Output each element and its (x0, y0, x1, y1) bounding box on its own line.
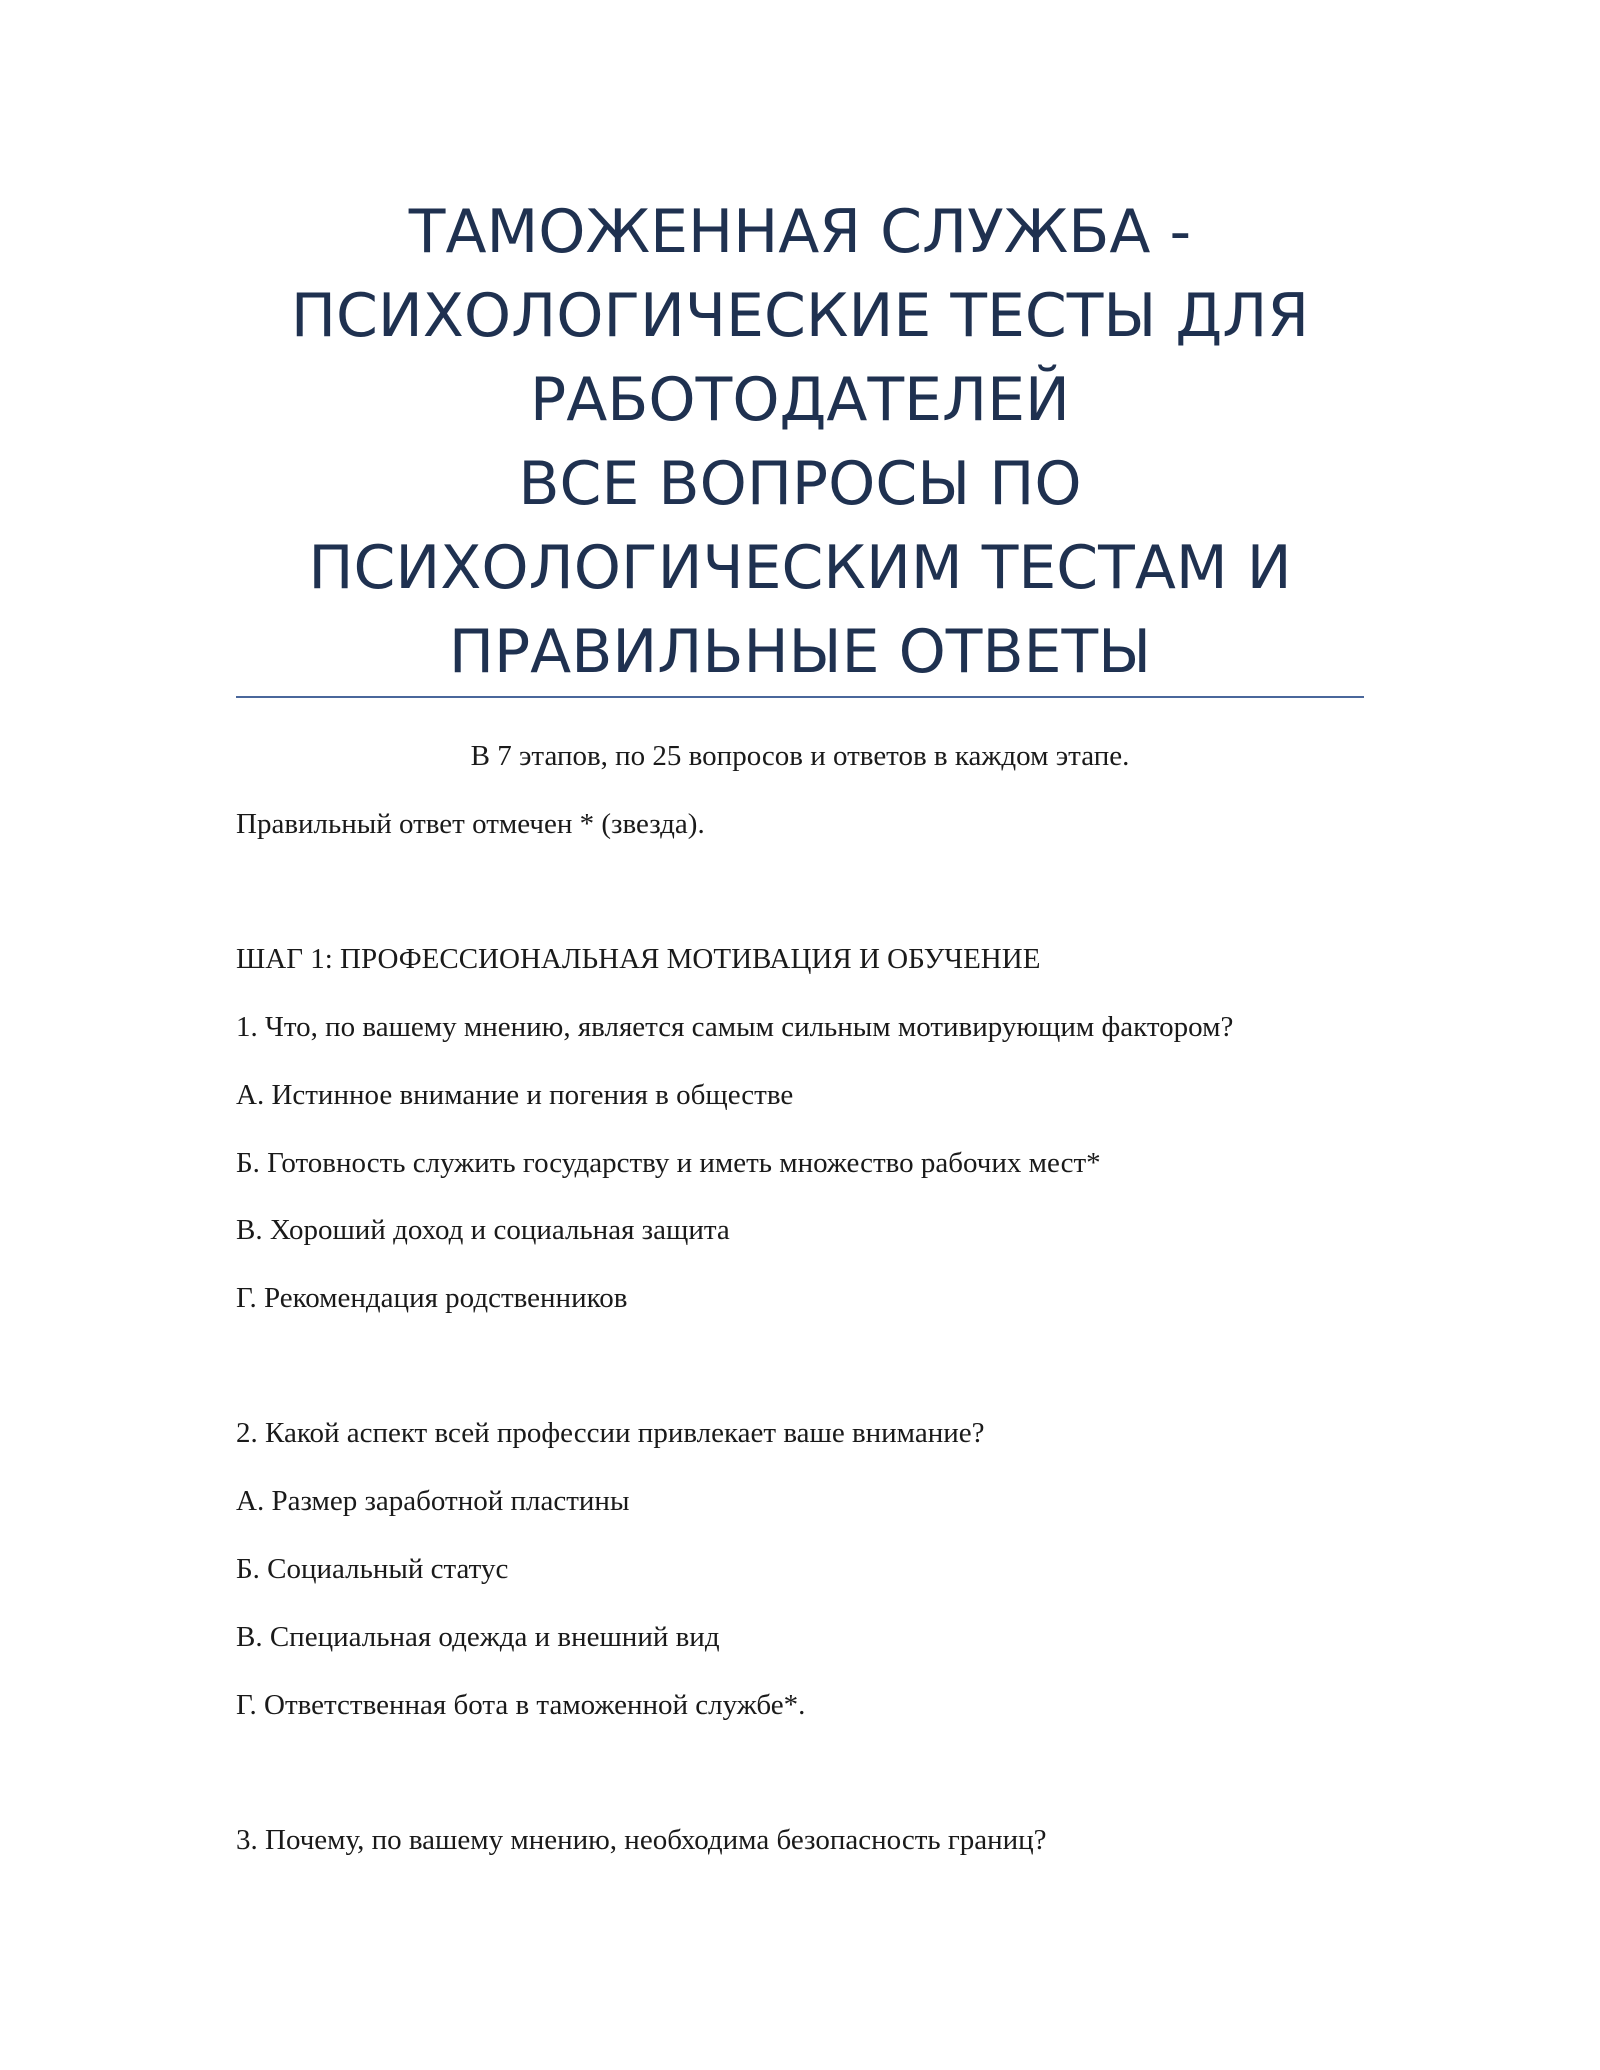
question-2-option-d: Г. Ответственная бота в таможенной службе*. (236, 1689, 806, 1721)
question-2-option-b: Б. Социальный статус (236, 1553, 509, 1585)
intro-summary: В 7 этапов, по 25 вопросов и ответов в каждом этапе. (470, 740, 1130, 772)
document-title (236, 190, 1364, 694)
title-line-5: ПСИХОЛОГИЧЕСКИМ ТЕСТАМ И (308, 533, 1292, 603)
question-1-option-d: Г. Рекомендация родственников (236, 1282, 628, 1314)
question-1-option-a: А. Истинное внимание и погения в обществе (236, 1079, 794, 1111)
question-2-option-c: В. Специальная одежда и внешний вид (236, 1621, 720, 1653)
question-1-option-c: В. Хороший доход и социальная защита (236, 1214, 730, 1246)
title-line-6: ПРАВИЛЬНЫЕ ОТВЕТЫ (448, 617, 1152, 687)
question-1-option-b: Б. Готовность служить государству и иметь множество рабочих мест* (236, 1147, 1101, 1179)
question-2-text: 2. Какой аспект всей профессии привлекает ваше внимание? (236, 1417, 985, 1449)
title-line-1: ТАМОЖЕННАЯ СЛУЖБА - (408, 197, 1192, 267)
question-3-text: 3. Почему, по вашему мнению, необходима безопасность границ? (236, 1824, 1047, 1856)
title-line-2: ПСИХОЛОГИЧЕСКИЕ ТЕСТЫ ДЛЯ (290, 281, 1310, 351)
title-line-3: РАБОТОДАТЕЛЕЙ (530, 365, 1070, 435)
section-heading: ШАГ 1: ПРОФЕССИОНАЛЬНАЯ МОТИВАЦИЯ И ОБУЧЕНИЕ (236, 943, 1041, 975)
question-2-option-a: А. Размер заработной пластины (236, 1485, 630, 1517)
question-1-text: 1. Что, по вашему мнению, является самым сильным мотивирующим фактором? (236, 1011, 1234, 1043)
title-divider (236, 696, 1364, 698)
title-line-4: ВСЕ ВОПРОСЫ ПО (518, 449, 1082, 519)
intro-legend: Правильный ответ отмечен * (звезда). (236, 808, 705, 840)
